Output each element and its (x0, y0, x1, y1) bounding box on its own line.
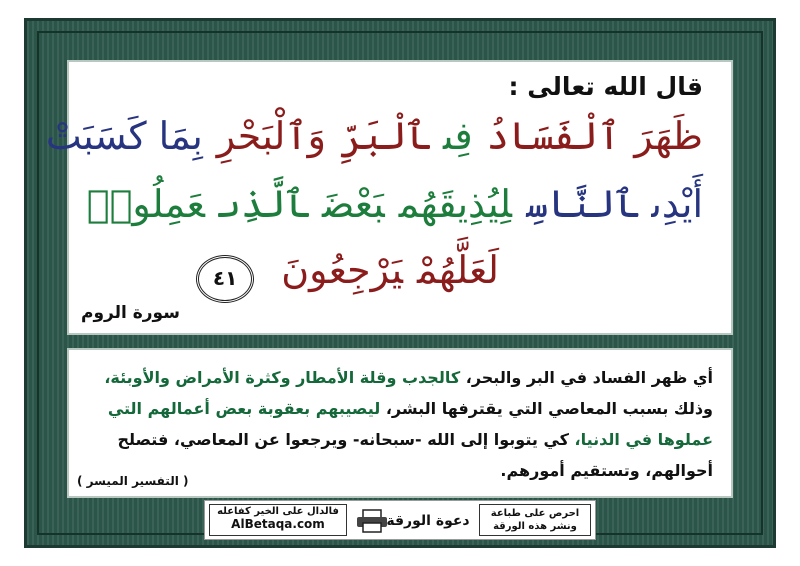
footer-right-box (479, 504, 591, 536)
verse-line-1 (45, 114, 703, 158)
footer-print-line2: ونشر هذه الورقة (493, 521, 577, 532)
verse-panel (45, 60, 733, 335)
tafsir-text (87, 362, 713, 486)
verse-word: بِمَا كَسَبَتْ (45, 114, 203, 158)
tafsir-panel (67, 348, 733, 498)
verse-word: عَمِلُوا۟ (86, 182, 205, 226)
tafsir-part-3: وذلك بسبب المعاصي التي يقترفها البشر، (385, 399, 713, 418)
footer-bar (204, 500, 596, 540)
tafsir-source: ( التفسير الميسر ) (77, 474, 189, 488)
verse-word: يَرْجِعُونَ (281, 248, 404, 292)
verse-word: لِيُذِيقَهُم (398, 182, 513, 226)
verse-word: وَٱلْبَحْرِ (216, 114, 326, 158)
tafsir-part-1: أي ظهر الفساد في البر والبحر، (465, 368, 713, 387)
logo-text: دعوة الورقة (386, 513, 470, 529)
verse-line-3 (196, 248, 499, 303)
intro-heading: قال الله تعالى : (508, 72, 703, 101)
verse-word: أَيْدِى (651, 182, 703, 226)
verse-word: ٱلنَّاسِ (526, 182, 638, 226)
footer-slogan: فالدال على الخير كفاعله (217, 506, 339, 517)
verse-word: ٱلْفَسَادُ (486, 114, 621, 158)
verse-word: ٱلْبَرِّ (339, 114, 430, 158)
verse-word: لَعَلَّهُمْ (417, 248, 499, 292)
verse-word: بَعْضَ (321, 182, 385, 226)
verse-word: فِى (443, 114, 473, 158)
ayah-number-badge: ٤١ (196, 255, 254, 303)
tafsir-part-2: كالجدب وقلة الأمطار وكثرة الأمراض والأوبئة، (104, 368, 461, 387)
verse-word: ٱلَّذِى (218, 182, 308, 226)
dawa-logo (353, 504, 470, 536)
footer-print-line1: احرص على طباعة (490, 508, 580, 519)
footer-website-link[interactable]: AlBetaqa.com (231, 517, 325, 531)
surah-name: سورة الروم (81, 303, 180, 323)
footer-left-box (209, 504, 347, 536)
tafsir-part-5: كي يتوبوا إلى الله -سبحانه- ويرجعوا عن المعاصي، فتصلح أحوالهم، وتستقيم أمورهم. (117, 430, 713, 480)
tafsir-part-4: ليصيبهم بعقوبة بعض أعمالهم التي عملوها في الدنيا، (107, 399, 713, 449)
verse-line-2 (86, 182, 703, 226)
verse-word: ظَهَرَ (634, 114, 703, 158)
